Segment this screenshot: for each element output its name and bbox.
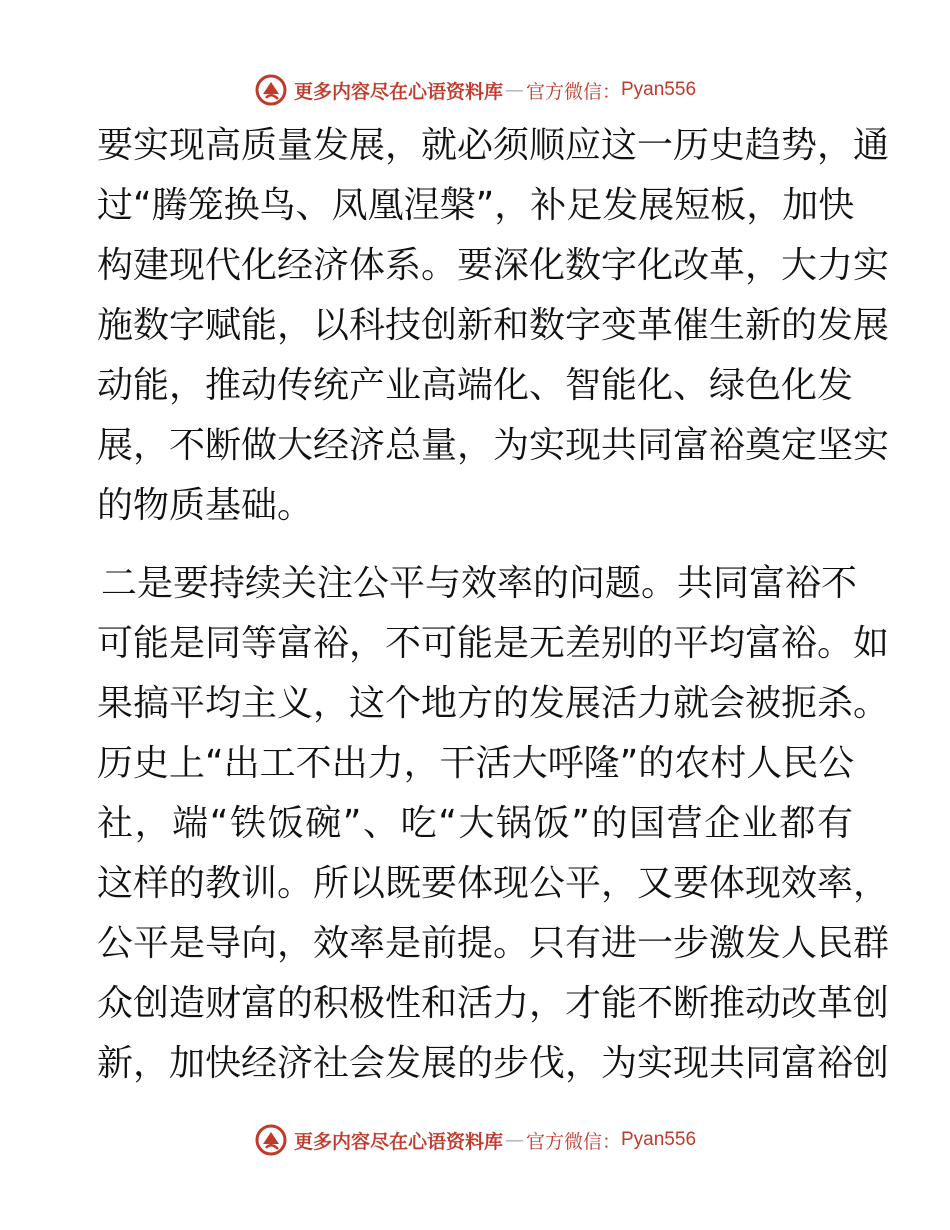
banner-main-text: 更多内容尽在心语资料库 xyxy=(293,80,503,103)
text-line: 果搞平均主义，这个地方的发展活力就会被扼杀。 xyxy=(97,683,890,724)
text-line: 众创造财富的积极性和活力，才能不断推动改革创 xyxy=(97,983,890,1024)
text-line: 可能是同等富裕，不可能是无差别的平均富裕。如 xyxy=(97,623,890,664)
header-watermark-banner xyxy=(0,70,950,110)
text-line: 二是要持续关注公平与效率的问题。共同富裕不 xyxy=(101,563,858,604)
document-body xyxy=(97,116,890,1094)
brand-logo-icon xyxy=(254,1123,288,1157)
paragraph-2 xyxy=(97,554,890,1094)
text-line: 新，加快经济社会发展的步伐，为实现共同富裕创 xyxy=(97,1043,890,1084)
footer-watermark-banner xyxy=(0,1120,950,1160)
banner-separator: — xyxy=(504,79,524,101)
text-line: 动能，推动传统产业高端化、智能化、绿色化发 xyxy=(97,365,854,406)
banner-separator: — xyxy=(504,1129,524,1151)
text-line: 施数字赋能，以科技创新和数字变革催生新的发展 xyxy=(97,305,890,346)
text-line: 这样的教训。所以既要体现公平，又要体现效率， xyxy=(97,863,890,904)
banner-wechat-label: 官方微信： xyxy=(525,1130,621,1153)
banner-wechat-id: Pyan556 xyxy=(621,1129,697,1150)
text-line: 展，不断做大经济总量，为实现共同富裕奠定坚实 xyxy=(97,425,890,466)
text-line: 过“腾笼换鸟、凤凰涅槃”，补足发展短板，加快 xyxy=(97,185,855,226)
text-line: 的物质基础。 xyxy=(97,485,314,526)
text-line: 历史上“出工不出力，干活大呼隆”的农村人民公 xyxy=(97,743,855,784)
text-line: 要实现高质量发展，就必须顺应这一历史趋势，通 xyxy=(97,125,890,166)
text-line: 构建现代化经济体系。要深化数字化改革，大力实 xyxy=(97,245,890,286)
paragraph-1 xyxy=(97,116,890,536)
text-line: 公平是导向，效率是前提。只有进一步激发人民群 xyxy=(97,923,890,964)
brand-logo-icon xyxy=(254,73,288,107)
banner-wechat-label: 官方微信： xyxy=(525,80,621,103)
banner-main-text: 更多内容尽在心语资料库 xyxy=(293,1130,503,1153)
text-line: 社，端“铁饭碗”、吃“大锅饭”的国营企业都有 xyxy=(97,803,853,844)
banner-wechat-id: Pyan556 xyxy=(621,79,697,100)
